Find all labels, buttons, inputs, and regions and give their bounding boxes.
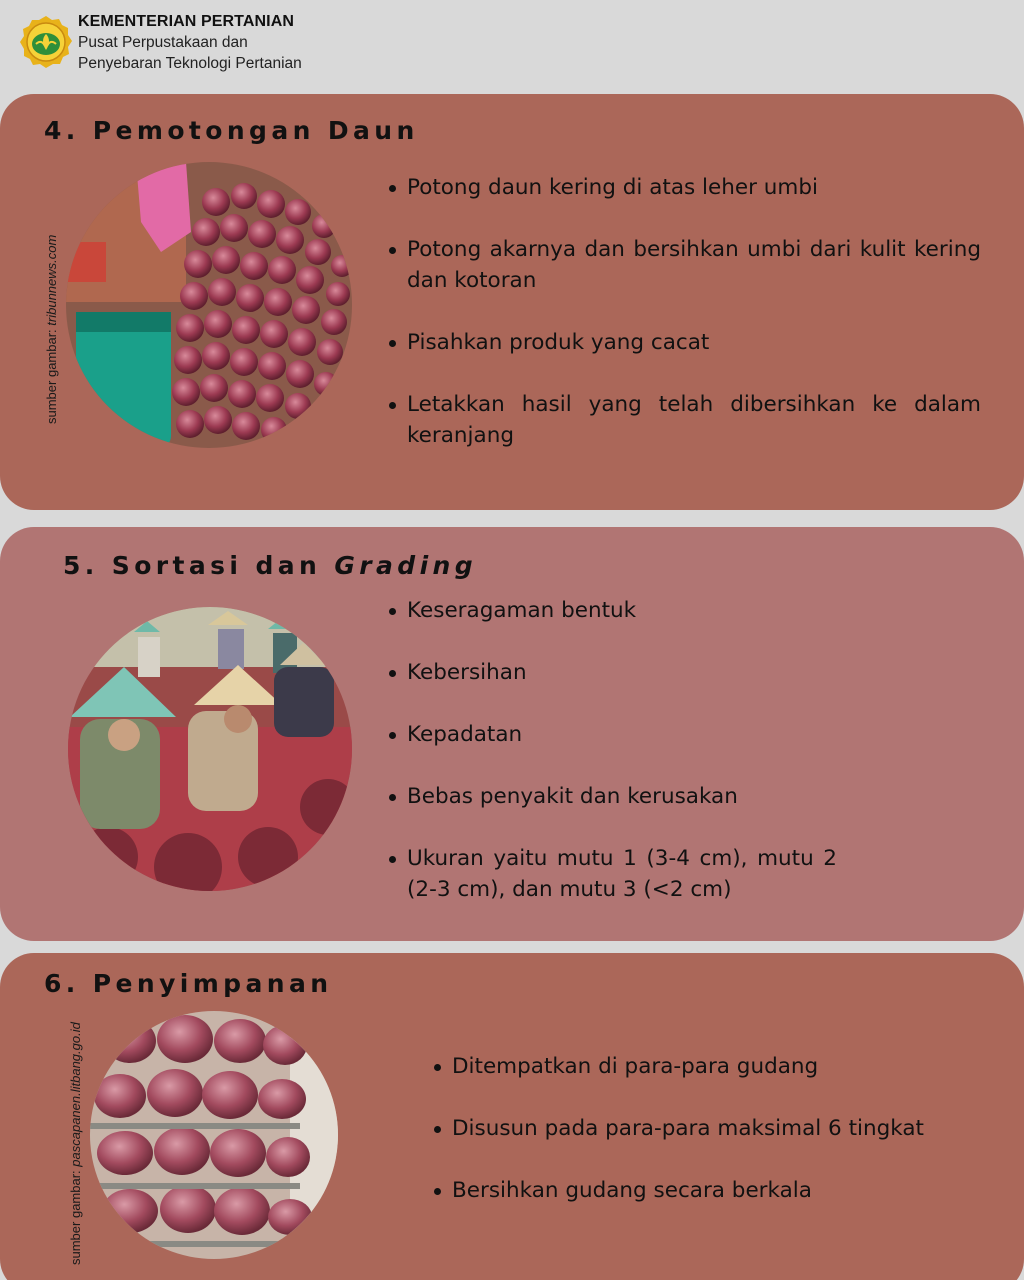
list-item: Letakkan hasil yang telah dibersihkan ke dalam keranjang [389,389,981,451]
list-item: Potong daun kering di atas leher umbi [389,172,981,203]
list-item: Pisahkan produk yang cacat [389,327,981,358]
ministry-seal-icon [18,14,74,70]
list-item: Keseragaman bentuk [389,595,837,626]
list-item: Potong akarnya dan bersihkan umbi dari kulit kering dan kotoran [389,234,981,296]
list-item: Kebersihan [389,657,837,688]
org-name: KEMENTERIAN PERTANIAN [78,12,295,30]
header [18,12,302,72]
list-item: Kepadatan [389,719,837,750]
image-credit [44,235,59,424]
list-item: Bersihkan gudang secara berkala [434,1175,954,1206]
bullet-list [389,172,981,451]
section-sortasi-grading [0,527,1024,941]
list-item: Ditempatkan di para-para gudang [434,1051,954,1082]
list-item: Bebas penyakit dan kerusakan [389,781,837,812]
section-penyimpanan [0,953,1024,1280]
section-title-italic: Grading [334,551,478,580]
org-sub-line-1: Pusat Perpustakaan dan [78,33,248,51]
warehouse-racks-photo [90,1011,338,1259]
list-item: Disusun pada para-para maksimal 6 tingkat [434,1113,954,1144]
credit-source: pascapanen.litbang.go.id [68,1022,83,1167]
org-sub-line-2: Penyebaran Teknologi Pertanian [78,54,302,72]
section-pemotongan-daun [0,94,1024,510]
credit-source: tribunnews.com [44,234,59,326]
section-title: 4. Pemotongan Daun [44,116,419,145]
credit-label: sumber gambar: [68,1170,83,1265]
credit-label: sumber gambar: [44,329,59,424]
bullet-list [434,1051,954,1206]
workers-sorting-photo [68,607,352,891]
image-credit [68,1022,83,1265]
section-title: 6. Penyimpanan [44,969,333,998]
bullet-list [389,595,837,905]
list-item: Ukuran yaitu mutu 1 (3-4 cm), mutu 2 (2-3 cm), dan mutu 3 (<2 cm) [389,843,837,905]
section-title-plain: 5. Sortasi dan [63,551,335,580]
section-title [63,551,477,580]
shallot-bundle-photo [66,162,352,448]
